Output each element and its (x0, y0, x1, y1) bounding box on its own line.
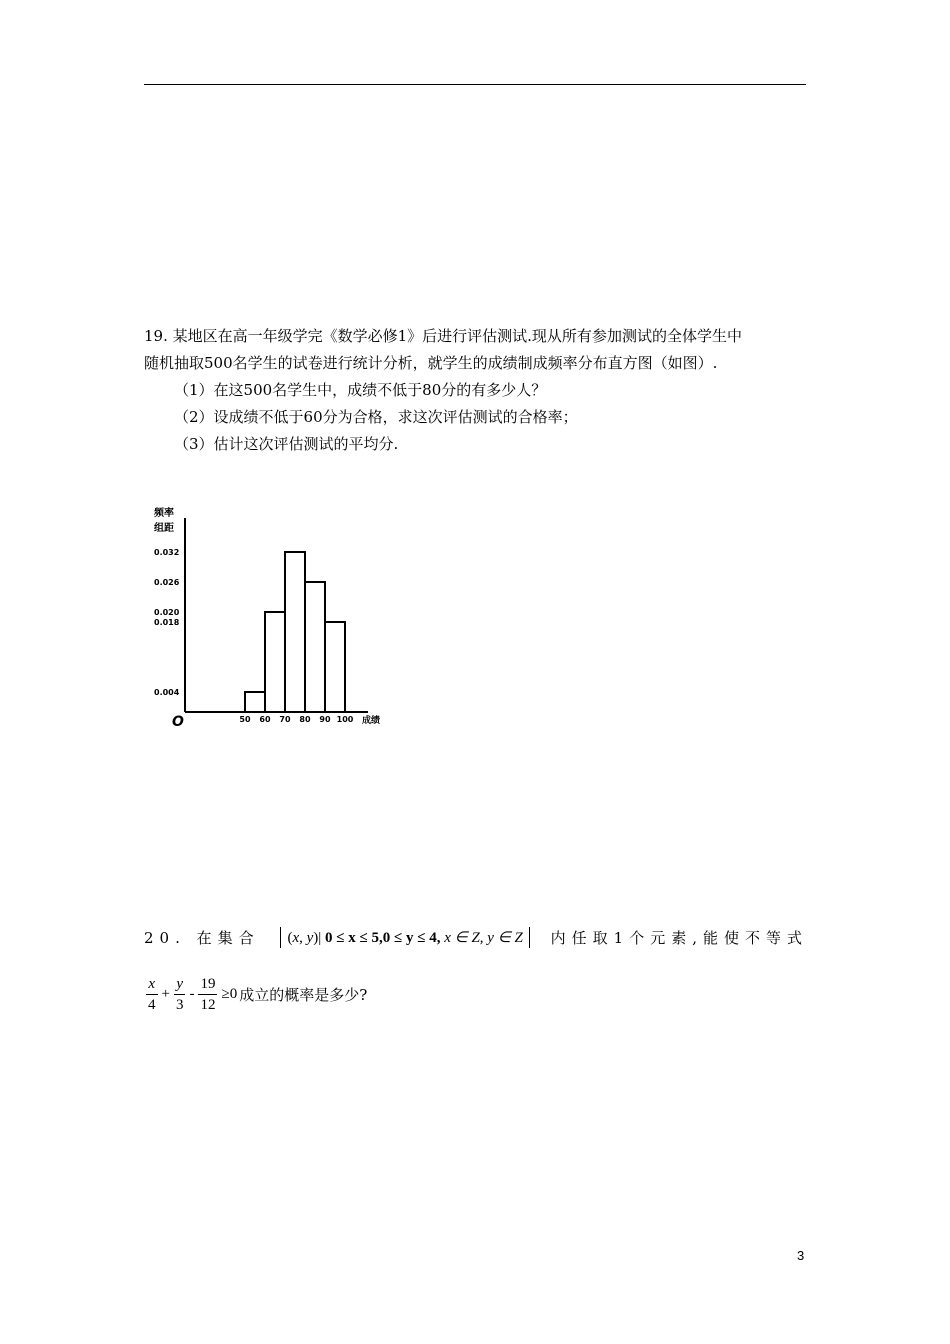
fraction-denominator: 3 (174, 994, 186, 1015)
q19-sub-1: （1）在这500名学生中，成绩不低于80分的有多少人？ (174, 381, 547, 399)
minus-sign: - (189, 986, 195, 1002)
set-condition-x: 0 ≤ x ≤ 5, (325, 929, 383, 946)
q20-tail: 成立的概率是多少? (239, 986, 368, 1004)
x-tick-label: 100 (336, 715, 354, 724)
y-tick-label: 0.004 (154, 688, 180, 697)
q20-prefix: 20. 在集合 (144, 928, 260, 947)
y-tick-label: 0.018 (154, 618, 180, 627)
set-condition-integers: x ∈ Z, y ∈ Z (444, 929, 523, 946)
histogram-bar (305, 582, 325, 712)
x-tick-label: 80 (299, 715, 311, 724)
fraction-y-over-3 (174, 974, 186, 1015)
fraction-numerator: 19 (200, 976, 216, 992)
x-tick-label: 70 (279, 715, 291, 724)
set-comma: , (299, 929, 307, 946)
y-tick-label: 0.026 (154, 578, 180, 587)
histogram-svg (150, 500, 390, 740)
set-open-paren: ( (287, 929, 293, 946)
fraction-numerator: x (148, 976, 156, 992)
q19-line-1: 19. 某地区在高一年级学完《数学必修1》后进行评估测试.现从所有参加测试的全体学生中 (144, 327, 742, 345)
y-axis-label-top: 频率 (154, 508, 174, 519)
fraction-19-over-12 (198, 974, 217, 1015)
x-axis-label: 成绩 (362, 716, 381, 726)
q19-line-2: 随机抽取500名学生的试卷进行统计分析，就学生的成绩制成频率分布直方图（如图）. (144, 354, 718, 372)
fraction-numerator: y (176, 976, 184, 992)
x-tick-label: 50 (239, 715, 251, 724)
plus-sign: + (161, 986, 170, 1002)
fraction-denominator: 4 (146, 994, 158, 1015)
set-condition-y: 0 ≤ y ≤ 4, (382, 929, 441, 946)
y-axis-label-bottom: 组距 (154, 523, 174, 534)
question-20 (144, 922, 808, 1013)
q19-sub-2: （2）设成绩不低于60分为合格，求这次评估测试的合格率； (174, 408, 578, 426)
set-var-y: y (306, 929, 314, 946)
fraction-x-over-4 (146, 974, 158, 1015)
question-19 (144, 323, 808, 458)
histogram-bar (245, 692, 265, 712)
x-tick-label: 60 (259, 715, 271, 724)
q20-suffix: 内任取1个元素,能使不等式 (550, 928, 808, 947)
inequality (144, 974, 367, 1015)
histogram-bar (265, 612, 285, 712)
header-rule (144, 84, 806, 85)
y-tick-label: 0.032 (154, 548, 180, 557)
x-tick-label: 90 (319, 715, 331, 724)
histogram-bar (325, 622, 345, 712)
origin-label: O (172, 714, 184, 730)
set-close-bar: )| (313, 929, 322, 946)
histogram-bar (285, 552, 305, 712)
set-notation (280, 927, 529, 948)
page-number: 3 (797, 1248, 805, 1263)
frequency-histogram (150, 500, 390, 740)
q19-sub-3: （3）估计这次评估测试的平均分. (174, 435, 399, 453)
geq-zero: ≥0 (221, 986, 238, 1002)
set-var-x: x (292, 929, 300, 946)
y-tick-label: 0.020 (154, 608, 180, 617)
fraction-denominator: 12 (198, 994, 217, 1015)
